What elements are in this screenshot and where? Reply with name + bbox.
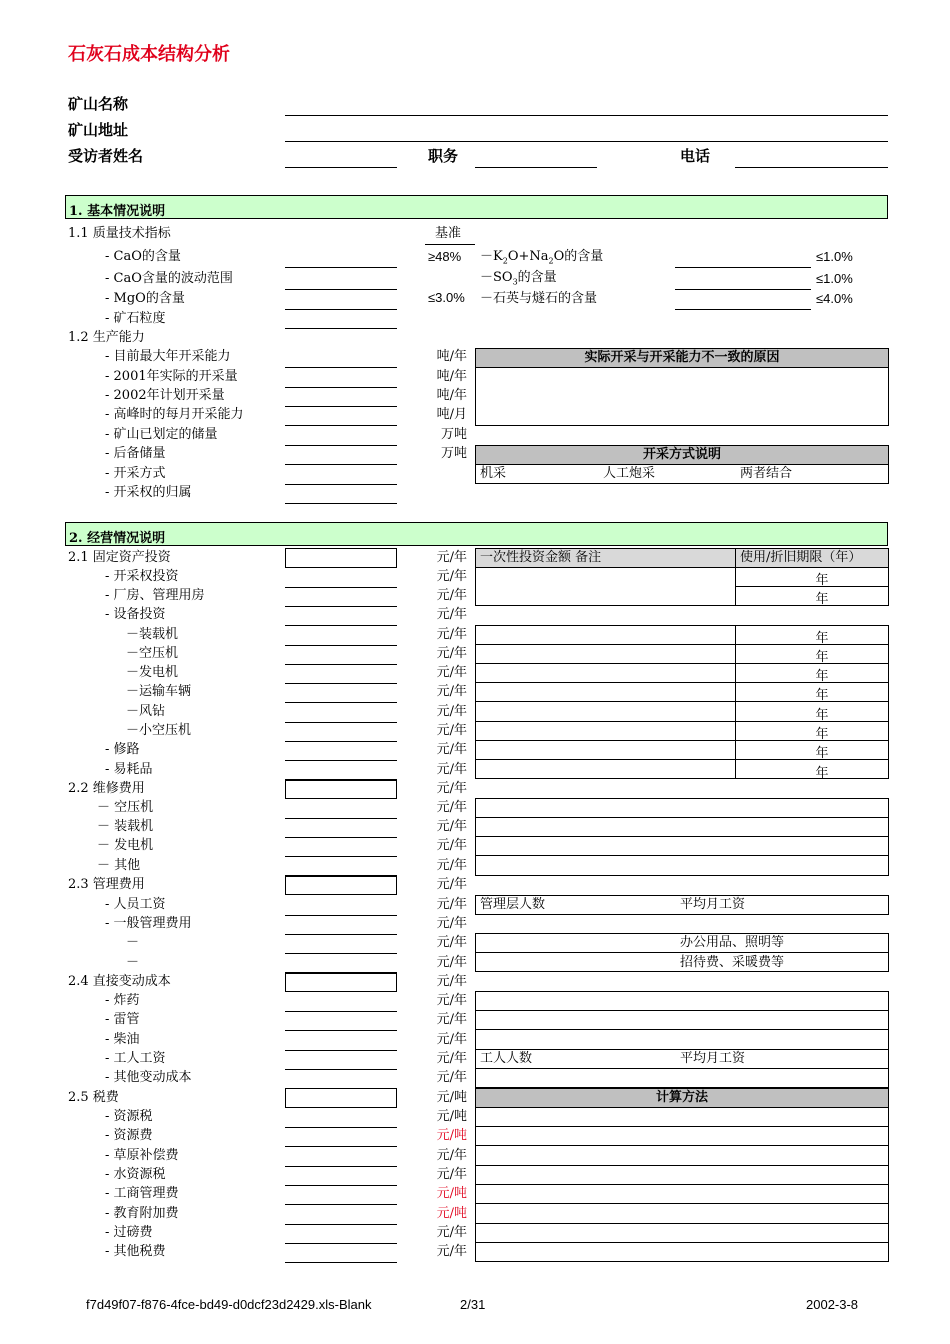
row-divider [475,1010,889,1011]
unit: 元/年 [436,877,467,892]
footer-page: 2/31 [460,1297,486,1312]
benchmark-underline [425,244,475,245]
row-divider [475,1126,889,1127]
row-divider [475,1203,889,1204]
cao-field[interactable] [285,267,397,268]
amount-field[interactable] [285,722,397,723]
mine-address-field[interactable] [285,141,888,142]
list-item: - 炸药 [105,993,140,1008]
row-divider [475,1184,889,1185]
list-item: - 草原补偿费 [105,1148,179,1163]
list-item: － 发电机 [97,838,154,853]
unit: 元/年 [436,916,467,931]
capacity-field[interactable] [285,464,397,465]
amount-field[interactable] [285,1204,397,1205]
invest-header-amount: 一次性投资金额 备注 [480,550,602,565]
list-item: - CaO的含量 [105,249,181,264]
unit: 元/年 [436,800,467,815]
repair-total[interactable] [285,779,397,799]
unit: 元/年 [436,974,467,989]
amount-field[interactable] [285,1011,397,1012]
mgo-field[interactable] [285,309,397,310]
unit: 吨/月 [436,407,467,422]
year-unit: 年 [815,650,829,665]
unit: 元/年 [436,1012,467,1027]
variable-cost-box[interactable] [475,991,889,1088]
list-item: - 设备投资 [105,607,166,622]
row-divider [475,1242,889,1243]
list-item: - 2001年实际的开采量 [105,369,238,384]
unit: 元/年 [436,723,467,738]
unit: 元/年 [436,1167,467,1182]
list-item: - 水资源税 [105,1167,166,1182]
list-item: － 其他 [97,858,141,873]
list-item: - 工商管理费 [105,1186,179,1201]
capacity-field[interactable] [285,503,397,504]
unit: 元/年 [436,1032,467,1047]
mgmt-staff-label: 管理层人数 [480,897,546,912]
repair-notes-box[interactable] [475,798,889,876]
unit: 元/年 [436,550,467,565]
unit: 元/吨 [436,1109,467,1124]
so3-label: $-SO_3$的含量 [480,270,557,287]
list-item: - 柴油 [105,1032,140,1047]
list-item: － [126,955,140,970]
reason-header: 实际开采与开采能力不一致的原因 [475,348,889,368]
row-divider [475,836,889,837]
list-item: －装载机 [126,627,179,642]
unit: 元/年 [436,935,467,950]
amount-field[interactable] [285,702,397,703]
phone-label: 电话 [680,147,711,165]
flint-standard: ≤4.0% [816,291,853,306]
list-item: - 高峰时的每月开采能力 [105,407,244,422]
list-item: - 开采方式 [105,466,166,481]
unit: 元/年 [436,665,467,680]
unit: 元/年 [436,684,467,699]
method-header: 开采方式说明 [475,445,889,465]
worker-count-label: 工人人数 [480,1051,533,1066]
list-item: - CaO含量的波动范围 [105,271,233,286]
unit: 元/年 [436,858,467,873]
method-option[interactable]: 人工炮采 [603,466,656,481]
year-unit: 年 [815,766,829,781]
capacity-field[interactable] [285,484,397,485]
amount-field[interactable] [285,760,397,761]
unit: 元/年 [436,819,467,834]
list-item: - 工人工资 [105,1051,166,1066]
unit: 元/吨 [436,1186,467,1201]
list-item: - 后备储量 [105,446,166,461]
year-unit: 年 [815,688,829,703]
quality-index-heading: 1.1 质量技术指标 [68,226,171,241]
unit: 元/年 [436,607,467,622]
row-divider [475,855,889,856]
mgmt-total[interactable] [285,875,397,895]
list-item: - 雷管 [105,1012,140,1027]
mine-address-label: 矿山地址 [68,121,129,139]
list-item: - 其他变动成本 [105,1070,192,1085]
list-item: - MgO的含量 [105,291,185,306]
position-field[interactable] [475,167,597,168]
list-item: - 资源费 [105,1128,153,1143]
unit: 元/吨 [436,1128,467,1143]
method-options-box [475,464,889,484]
k2o-label: $-K_2O+Na_2O$的含量 [480,249,604,266]
avg-salary-label: 平均月工资 [680,1051,746,1066]
so3-field[interactable] [675,289,811,290]
mine-name-field[interactable] [285,115,888,116]
unit: 元/年 [436,1225,467,1240]
unit: 元/年 [436,627,467,642]
list-item: - 2002年计划开采量 [105,388,225,403]
ore-size-field[interactable] [285,328,397,329]
amount-field[interactable] [285,1127,397,1128]
amount-field[interactable] [285,1146,397,1147]
year-unit: 年 [815,669,829,684]
unit: 元/年 [436,1244,467,1259]
amount-field[interactable] [285,837,397,838]
amount-field[interactable] [285,1030,397,1031]
amount-field[interactable] [285,915,397,916]
unit: 元/年 [436,646,467,661]
row-divider [475,1068,889,1069]
unit: 元/年 [436,1148,467,1163]
page-title: 石灰石成本结构分析 [68,44,230,65]
amount-field[interactable] [285,645,397,646]
unit: 万吨 [440,446,467,461]
amount-field[interactable] [285,1069,397,1070]
row-divider [475,952,889,953]
mgo-standard: ≤3.0% [428,290,465,305]
avg-salary-label: 平均月工资 [680,897,746,912]
list-item: - 矿石粒度 [105,311,166,326]
interviewee-label: 受访者姓名 [68,147,144,165]
unit: 元/年 [436,838,467,853]
capacity-field[interactable] [285,425,397,426]
flint-field[interactable] [675,309,811,310]
position-label: 职务 [428,147,459,165]
list-item: - 目前最大年开采能力 [105,349,231,364]
mgmt-heading: 2.3 管理费用 [68,877,145,892]
invest-header-period: 使用/折旧期限（年） [740,550,862,565]
year-unit: 年 [815,573,829,588]
unit: 元/年 [436,569,467,584]
amount-field[interactable] [285,606,397,607]
unit: 吨/年 [436,388,467,403]
list-item: - 其他税费 [105,1244,166,1259]
list-item: －运输车辆 [126,684,192,699]
calc-method-header: 计算方法 [475,1088,889,1108]
row-divider [475,817,889,818]
tax-total[interactable] [285,1088,397,1108]
year-unit: 年 [815,708,829,723]
unit: 元/年 [436,781,467,796]
unit: 元/年 [436,1070,467,1085]
unit: 元/吨 [436,1090,467,1105]
unit: 元/年 [436,704,467,719]
amount-field[interactable] [285,953,397,954]
amount-field[interactable] [285,1262,397,1263]
amount-field[interactable] [285,1050,397,1051]
list-item: －小空压机 [126,723,192,738]
cao-range-field[interactable] [285,289,397,290]
flint-label: －石英与燧石的含量 [480,291,598,306]
capacity-field[interactable] [285,406,397,407]
unit: 元/年 [436,993,467,1008]
capacity-field[interactable] [285,445,397,446]
cao-standard: ≥48% [428,249,462,264]
section-basic-info: 1. 基本情况说明 [65,195,888,219]
so3-standard: ≤1.0% [816,271,853,286]
capacity-field[interactable] [285,387,397,388]
k2o-field[interactable] [675,267,811,268]
fixed-assets-heading: 2.1 固定资产投资 [68,550,171,565]
interviewee-field[interactable] [285,167,397,168]
year-unit: 年 [815,727,829,742]
benchmark-heading: 基准 [435,226,462,241]
row-divider [475,1165,889,1166]
year-unit: 年 [815,746,829,761]
row-divider [475,1049,889,1050]
amount-field[interactable] [285,1166,397,1167]
list-item: － [126,935,140,950]
section-operations: 2. 经营情况说明 [65,522,888,546]
unit: 元/年 [436,742,467,757]
amount-field[interactable] [285,1224,397,1225]
tax-heading: 2.5 税费 [68,1090,119,1105]
capacity-field[interactable] [285,367,397,368]
row-divider [475,1029,889,1030]
unit: 元/吨 [436,1206,467,1221]
list-item: - 人员工资 [105,897,166,912]
amount-field[interactable] [285,818,397,819]
list-item: - 教育附加费 [105,1206,179,1221]
variable-cost-heading: 2.4 直接变动成本 [68,974,171,989]
capacity-heading: 1.2 生产能力 [68,330,145,345]
row-divider [475,1223,889,1224]
unit: 元/年 [436,588,467,603]
fixed-assets-total[interactable] [285,548,397,568]
list-item: －发电机 [126,665,179,680]
reason-box[interactable] [475,367,889,426]
list-item: - 开采权投资 [105,569,179,584]
amount-field[interactable] [285,741,397,742]
list-item: －风钻 [126,704,166,719]
amount-field[interactable] [285,664,397,665]
unit: 元/年 [436,897,467,912]
unit: 万吨 [440,427,467,442]
phone-field[interactable] [735,167,888,168]
row-divider [475,1145,889,1146]
amount-field[interactable] [285,934,397,935]
mine-name-label: 矿山名称 [68,95,129,113]
amount-field[interactable] [285,1243,397,1244]
year-unit: 年 [815,592,829,607]
year-unit: 年 [815,631,829,646]
list-item: －空压机 [126,646,179,661]
unit: 吨/年 [436,349,467,364]
list-item: - 修路 [105,742,140,757]
list-item: - 资源税 [105,1109,153,1124]
unit: 元/年 [436,762,467,777]
list-item: - 一般管理费用 [105,916,192,931]
unit: 元/年 [436,1051,467,1066]
amount-field[interactable] [285,587,397,588]
footer-filename: f7d49f07-f876-4fce-bd49-d0dcf23d2429.xls-Blank [86,1297,372,1312]
list-item: - 易耗品 [105,762,153,777]
list-item: - 开采权的归属 [105,485,192,500]
list-item: - 矿山已划定的储量 [105,427,218,442]
unit: 元/年 [436,955,467,970]
unit: 吨/年 [436,369,467,384]
amount-field[interactable] [285,1185,397,1186]
amount-field[interactable] [285,625,397,626]
variable-cost-total[interactable] [285,972,397,992]
list-item: - 厂房、管理用房 [105,588,205,603]
hospitality-label: 招待费、采暖费等 [680,955,785,970]
k2o-standard: ≤1.0% [816,249,853,264]
method-option[interactable]: 机采 [480,466,507,481]
amount-field[interactable] [285,683,397,684]
method-option[interactable]: 两者结合 [740,466,793,481]
list-item: － 装载机 [97,819,154,834]
footer-date: 2002-3-8 [806,1297,859,1312]
amount-field[interactable] [285,856,397,857]
list-item: － 空压机 [97,800,154,815]
list-item: - 过磅费 [105,1225,153,1240]
repair-heading: 2.2 维修费用 [68,781,145,796]
office-label: 办公用品、照明等 [680,935,785,950]
